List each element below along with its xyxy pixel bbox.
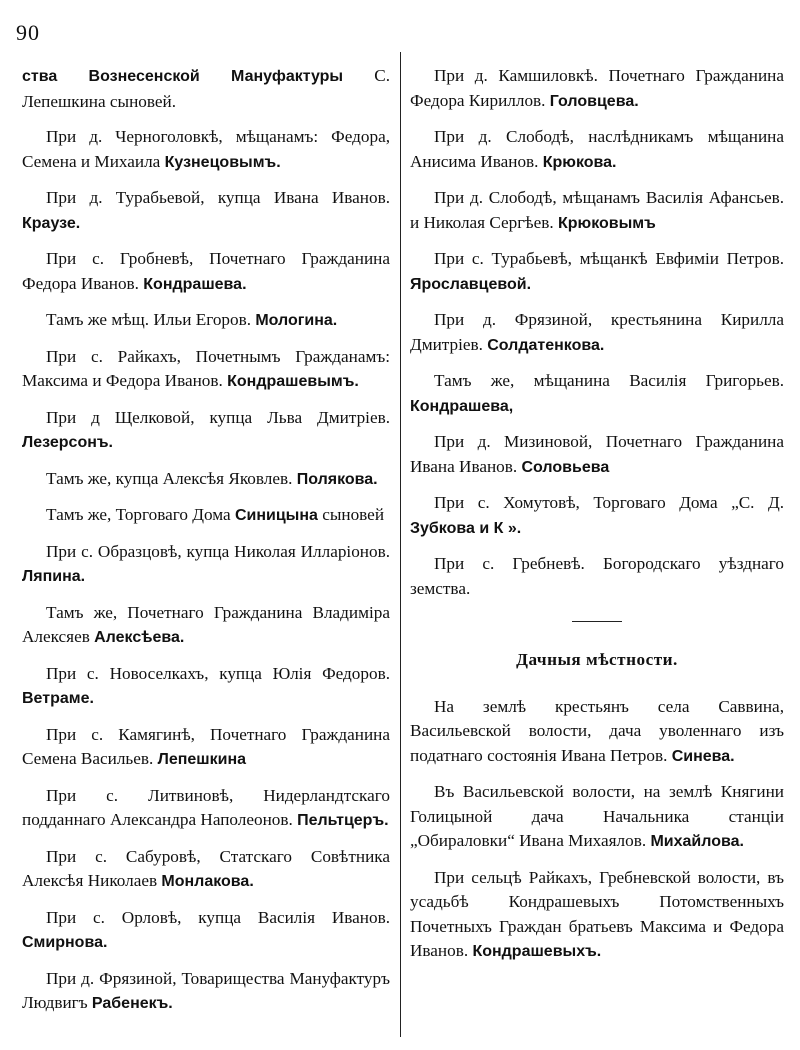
entry-text: При с. Образцовѣ, купца Николая Илларіонов. bbox=[46, 541, 390, 561]
entry-owner-name: Лезерсонъ. bbox=[22, 434, 113, 451]
entry-owner-name: Краузе. bbox=[22, 214, 81, 232]
entry-text: При с. Камягинѣ, Почетнаго Гражданина Семена Васильев. bbox=[22, 724, 390, 768]
entry-text: При д. Мизиновой, Почетнаго Гражданина Ивана Иванов. bbox=[410, 432, 784, 476]
page-number: 90 bbox=[16, 20, 40, 45]
column-divider bbox=[400, 52, 401, 1037]
entry-owner-name: Кондрашева, bbox=[410, 397, 514, 415]
entry-owner-name: Рабенекъ. bbox=[91, 995, 173, 1012]
entry-text: При д. Слободѣ, наслѣдникамъ мѣщанина Анисима Иванов. bbox=[410, 127, 784, 171]
entry-text: При с. Райкахъ, Почетнымъ Гражданамъ: Максима и Федора Иванов. bbox=[22, 346, 390, 390]
entry bbox=[410, 186, 784, 236]
entry-text: При с. Сабуровѣ, Статскаго Совѣтника Алексѣя Николаев bbox=[22, 846, 390, 890]
entry-text: При сельцѣ Райкахъ, Гребневской волости, въ усадьбѣ Кондрашевыхъ Потомственныхъ Почетныхъ Граждан братьевъ Максима и Федора Иванов. bbox=[410, 867, 784, 960]
entry bbox=[22, 723, 390, 773]
entry-owner-name: Кондрашевыхъ. bbox=[472, 943, 602, 960]
entry bbox=[22, 845, 390, 895]
entry-owner-name: Михайлова. bbox=[650, 833, 744, 850]
entry-text: При с. Литвиновѣ, Нидерландтскаго подданнаго Александра Наполеонов. bbox=[22, 785, 390, 829]
entry-text: Въ Васильевской волости, на землѣ Княгини Голицыной дача Начальника станціи „Обираловки“ Ивана Михаялов. bbox=[410, 782, 784, 850]
entry-text: При с. Турабьевѣ, мѣщанкѣ Евфиміи Петров. bbox=[434, 249, 784, 268]
entry bbox=[410, 780, 784, 855]
entry bbox=[410, 125, 784, 175]
entry bbox=[22, 406, 390, 456]
entry-text: При д. Камшиловкѣ. Почетнаго Гражданина Федора Кириллов. bbox=[410, 66, 784, 110]
entry-owner-name: ства Вознесенской Мануфактуры bbox=[22, 68, 344, 85]
entry-owner-name: Зубкова и К ». bbox=[410, 519, 522, 537]
entry-text: При д. Фрязиной, крестьянина Кирилла Дмитріев. bbox=[410, 310, 784, 354]
entry-owner-name: Солдатенкова. bbox=[487, 336, 605, 354]
entry-text: При д Щелковой, купца Льва Дмитріев. bbox=[46, 407, 390, 427]
entry bbox=[22, 345, 390, 395]
entry bbox=[22, 784, 390, 834]
entry bbox=[22, 967, 390, 1017]
entry-owner-name: Ярославцевой. bbox=[410, 275, 532, 293]
entry-text: При с. Новоселкахъ, купца Юлія Федоров. bbox=[46, 663, 390, 683]
right-column bbox=[410, 64, 784, 976]
entry-text: При с. Гребневѣ. Богородскаго уѣзднаго земства. bbox=[410, 554, 784, 598]
entry bbox=[410, 64, 784, 114]
entry bbox=[22, 601, 390, 651]
entry-text: Тамъ же, Торговаго Дома bbox=[46, 505, 235, 524]
entry-text: При д. Фрязиной, Товарищества Мануфактуръ Людвигъ bbox=[22, 968, 390, 1012]
entry bbox=[410, 369, 784, 419]
entry bbox=[22, 503, 390, 529]
left-column bbox=[22, 64, 390, 1028]
entry-owner-name: Крюковымъ bbox=[557, 214, 656, 232]
entry-text: Тамъ же, Почетнаго Гражданина Владиміра Алексяев bbox=[22, 602, 390, 646]
entry-owner-name: Кузнецовымъ. bbox=[164, 153, 281, 171]
entry-owner-name: Головцева. bbox=[549, 92, 639, 110]
entry-owner-name: Соловьева bbox=[521, 458, 610, 476]
entry bbox=[22, 125, 390, 175]
entry bbox=[22, 64, 390, 114]
entry bbox=[410, 308, 784, 358]
entry-text: Тамъ же, мѣщанина Василія Григорьев. bbox=[434, 371, 784, 390]
entry bbox=[410, 866, 784, 965]
entry-text: При д. Черноголовкѣ, мѣщанамъ: Федора, Семена и Михаила bbox=[22, 127, 390, 171]
entry bbox=[22, 467, 390, 493]
entry bbox=[410, 695, 784, 770]
entry-owner-name: Смирнова. bbox=[22, 934, 108, 951]
entry bbox=[410, 552, 784, 601]
entry-owner-name: Лепешкина bbox=[157, 751, 247, 768]
entry-owner-name: Полякова. bbox=[296, 470, 378, 488]
entry-owner-name: Кондрашевымъ. bbox=[227, 373, 359, 390]
entry bbox=[410, 430, 784, 480]
entry bbox=[22, 186, 390, 236]
entry-text: С. Лепешкина сыновей. bbox=[22, 66, 391, 111]
entry bbox=[410, 491, 784, 541]
entry-owner-name: Пельтцеръ. bbox=[297, 812, 389, 829]
entry-owner-name: Мологина. bbox=[255, 312, 338, 329]
entry-owner-name: Алексѣева. bbox=[94, 629, 185, 646]
entry-text: На землѣ крестьянъ села Саввина, Васильевской волости, дача уволеннаго изъ податнаго состоянія Ивана Петров. bbox=[410, 696, 784, 765]
entry-text: Тамъ же мѣщ. Ильи Егоров. bbox=[46, 310, 256, 329]
entry bbox=[22, 308, 390, 334]
entry-owner-name: Ветраме. bbox=[22, 690, 94, 707]
entry-text: При д. Турабьевой, купца Ивана Иванов. bbox=[46, 188, 390, 207]
entry-owner-name: Крюкова. bbox=[542, 153, 617, 171]
entry-owner-name: Синицына bbox=[234, 507, 318, 524]
entry-text: Тамъ же, купца Алексѣя Яковлев. bbox=[46, 468, 297, 488]
entry-owner-name: Кондрашева. bbox=[143, 275, 247, 293]
entry-owner-name: Синева. bbox=[671, 747, 735, 765]
entry-owner-name: Ляпина. bbox=[22, 568, 86, 585]
entry-text: При д. Слободѣ, мѣщанамъ Василія Афансьев. и Николая Сергѣев. bbox=[410, 188, 784, 232]
entry bbox=[22, 540, 390, 590]
entry-owner-name: Монлакова. bbox=[161, 873, 254, 890]
entry bbox=[22, 662, 390, 712]
right-entries bbox=[410, 64, 784, 601]
entry bbox=[22, 906, 390, 956]
entry bbox=[410, 247, 784, 297]
entry-text: При с. Гробневѣ, Почетнаго Гражданина Федора Иванов. bbox=[22, 249, 390, 293]
dacha-entries bbox=[410, 695, 784, 965]
entry-text: При с. Орловѣ, купца Василія Иванов. bbox=[46, 907, 390, 927]
entry-text: При с. Хомутовѣ, Торговаго Дома „С. Д. bbox=[434, 493, 784, 512]
entry bbox=[22, 247, 390, 297]
section-heading: Дачныя мѣстности. bbox=[516, 650, 678, 669]
entry-text: сыновей bbox=[317, 505, 385, 524]
section-rule bbox=[572, 621, 622, 622]
